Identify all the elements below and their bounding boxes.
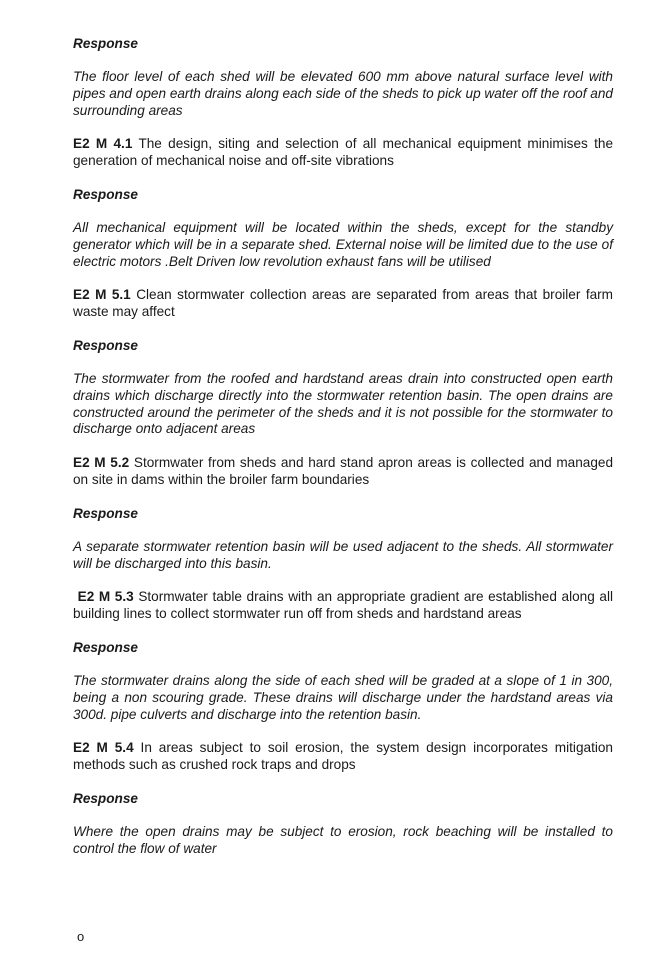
response-text: All mechanical equipment will be located within the sheds, except for the standby generator which will be in a separate shed. External noise will be limited due to the use of electric motors .Belt Driven low revolution exhaust fans will be utilised — [73, 219, 613, 269]
response-heading: Response — [73, 36, 138, 51]
clause-code: E2 M 5.2 — [73, 455, 130, 471]
clause-paragraph — [73, 589, 613, 623]
response-heading: Response — [73, 186, 138, 202]
response-heading: Response — [73, 505, 138, 521]
response-heading: Response — [73, 790, 138, 806]
response-text: The stormwater drains along the side of each shed will be graded at a slope of 1 in 300, being a non scouring grade. These drains will discharge under the hardstand areas via 300d. pipe culverts and discharge into the retention basin. — [73, 672, 613, 722]
clause-code: E2 M 4.1 — [73, 136, 133, 152]
response-text: The stormwater from the roofed and hardstand areas drain into constructed open earth drains which discharge directly into the stormwater retention basin. The open drains are constructed around the perimeter of the sheds and it is not possible for the stormwater to discharge onto adjacent areas — [73, 370, 613, 437]
clause-text: In areas subject to soil erosion, the system design incorporates mitigation methods such as crushed rock traps and drops — [73, 740, 613, 773]
clause-code: E2 M 5.1 — [73, 287, 131, 303]
clause-text: Clean stormwater collection areas are separated from areas that broiler farm waste may affect — [73, 287, 614, 320]
response-text: Where the open drains may be subject to erosion, rock beaching will be installed to control the flow of water — [73, 823, 613, 856]
clause-text: The design, siting and selection of all mechanical equipment minimises the generation of mechanical noise and off-site vibrations — [73, 136, 614, 169]
response-heading: Response — [73, 639, 138, 655]
clause-text: Stormwater table drains with an appropriate gradient are established along all building lines to collect stormwater run off from sheds and hardstand areas — [73, 589, 613, 622]
response-text: The floor level of each shed will be elevated 600 mm above natural surface level with pipes and open earth drains along each side of the sheds to pick up water off the roof and surrounding areas — [73, 69, 613, 118]
response-heading: Response — [73, 337, 138, 353]
response-text: A separate stormwater retention basin will be used adjacent to the sheds. All stormwater will be discharged into this basin. — [73, 538, 613, 571]
clause-code: E2 M 5.4 — [73, 740, 134, 756]
page-number: o — [77, 929, 85, 944]
clause-code: E2 M 5.3 — [77, 589, 134, 605]
clause-paragraph — [73, 287, 613, 321]
clause-paragraph — [73, 136, 613, 170]
clause-text: Stormwater from sheds and hard stand apron areas is collected and managed on site in dams within the broiler farm boundaries — [73, 455, 614, 487]
clause-paragraph — [73, 455, 613, 489]
document-body — [73, 36, 613, 858]
clause-paragraph — [73, 740, 613, 774]
